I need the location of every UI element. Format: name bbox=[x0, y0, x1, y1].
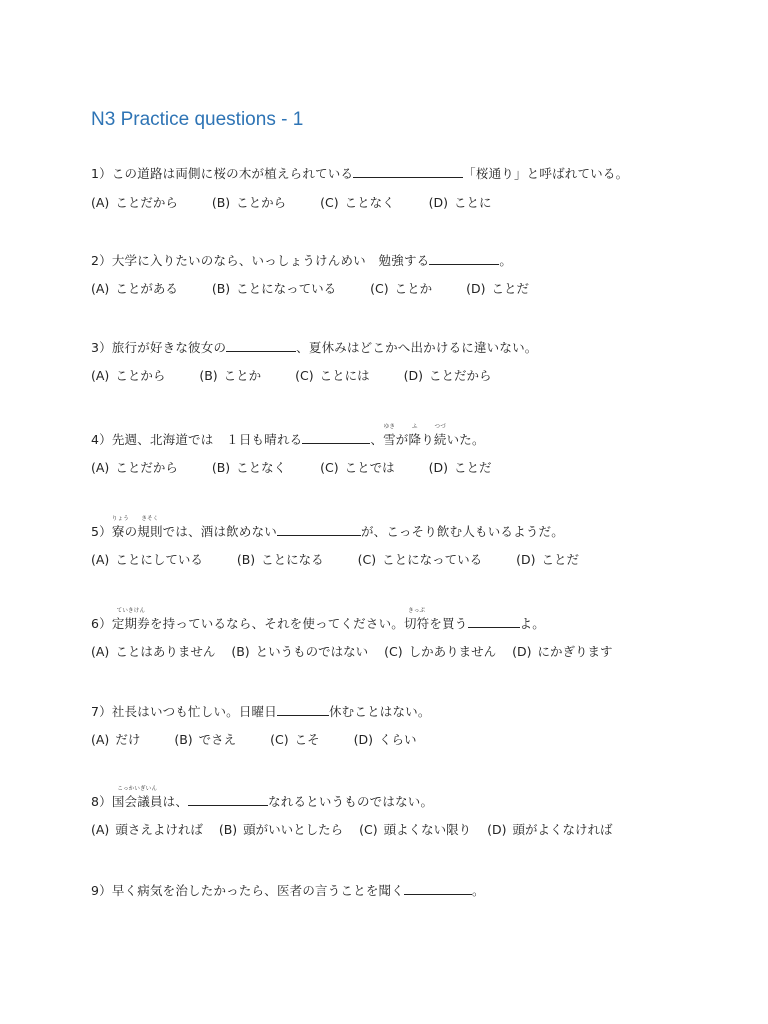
question-number: 9） bbox=[91, 883, 112, 898]
question-number: 5） bbox=[91, 524, 112, 539]
ruby-kisoku bbox=[137, 516, 163, 540]
question-stem bbox=[91, 424, 761, 448]
question-number: 2） bbox=[91, 253, 112, 268]
kanji: 降 bbox=[408, 432, 422, 447]
ruby-kokkai bbox=[111, 786, 163, 810]
kanji: 切符 bbox=[403, 616, 430, 631]
option-a: (A) ことだから bbox=[91, 195, 178, 210]
answer-options bbox=[91, 368, 761, 384]
furigana: きっぷ bbox=[408, 608, 426, 614]
question-3 bbox=[91, 339, 761, 384]
stem-text: を買う bbox=[429, 616, 468, 631]
ruby-teikiken bbox=[111, 608, 150, 632]
ruby-ryou bbox=[111, 516, 129, 540]
question-8 bbox=[91, 786, 761, 838]
option-d: (D) くらい bbox=[353, 732, 417, 747]
option-b: (B) ことか bbox=[199, 368, 262, 383]
stem-text: 。 bbox=[471, 883, 485, 898]
option-b: (B) ことなく bbox=[211, 460, 287, 475]
answer-blank bbox=[277, 703, 329, 716]
question-stem bbox=[91, 608, 761, 632]
question-7 bbox=[91, 703, 761, 748]
stem-text: 旅行が好きな彼女の bbox=[111, 340, 227, 355]
kanji: 雪 bbox=[383, 432, 396, 447]
stem-text: を持っているなら、それを使ってください。 bbox=[149, 616, 404, 631]
option-a: (A) 頭さえよければ bbox=[91, 822, 203, 837]
answer-blank bbox=[277, 523, 361, 536]
stem-text: 先週、北海道では １日も晴れる bbox=[111, 432, 303, 447]
stem-text: この道路は両側に桜の木が植えられている bbox=[111, 166, 354, 181]
question-4 bbox=[91, 424, 761, 476]
ruby-kippu bbox=[403, 608, 430, 632]
answer-options bbox=[91, 460, 761, 476]
answer-blank bbox=[353, 165, 463, 178]
question-stem bbox=[91, 252, 761, 269]
stem-text: 。 bbox=[499, 253, 513, 268]
kanji: 規則 bbox=[137, 524, 163, 539]
stem-text: では、酒は飲めない bbox=[162, 524, 277, 539]
option-b: (B) でさえ bbox=[174, 732, 237, 747]
question-number: 1） bbox=[91, 166, 112, 181]
furigana: つづ bbox=[434, 424, 446, 430]
question-number: 6） bbox=[91, 616, 112, 631]
stem-text: が bbox=[395, 432, 409, 447]
option-c: (C) しかありません bbox=[384, 644, 497, 659]
stem-text: 社長はいつも忙しい。日曜日 bbox=[111, 704, 277, 719]
kanji: 寮 bbox=[111, 524, 125, 539]
question-number: 8） bbox=[91, 794, 112, 809]
question-number: 4） bbox=[91, 432, 112, 447]
stem-text: 早く病気を治したかったら、医者の言うことを聞く bbox=[111, 883, 404, 898]
option-b: (B) ことから bbox=[211, 195, 287, 210]
stem-text: 「桜通り」と呼ばれている。 bbox=[463, 166, 629, 181]
stem-text: が、こっそり飲む人もいるようだ。 bbox=[360, 524, 564, 539]
furigana: ふ bbox=[411, 424, 418, 430]
stem-text: 、 bbox=[370, 432, 384, 447]
answer-options bbox=[91, 822, 761, 838]
kanji: 続 bbox=[433, 432, 447, 447]
answer-blank bbox=[302, 431, 370, 444]
option-c: (C) こそ bbox=[270, 732, 320, 747]
option-c: (C) ことには bbox=[295, 368, 370, 383]
option-a: (A) だけ bbox=[91, 732, 141, 747]
stem-text: は、 bbox=[162, 794, 189, 809]
option-d: (D) にかぎります bbox=[512, 644, 613, 659]
stem-text: よ。 bbox=[519, 616, 545, 631]
answer-options bbox=[91, 195, 761, 211]
answer-options bbox=[91, 281, 761, 297]
stem-text: の bbox=[124, 524, 138, 539]
stem-text: 休むことはない。 bbox=[328, 704, 431, 719]
kanji: 定期券 bbox=[111, 616, 150, 631]
question-1 bbox=[91, 165, 761, 211]
question-stem bbox=[91, 516, 761, 540]
option-b: (B) 頭がいいとしたら bbox=[218, 822, 344, 837]
option-d: (D) ことだ bbox=[466, 281, 530, 296]
answer-blank bbox=[188, 793, 268, 806]
option-d: (D) ことだ bbox=[428, 460, 492, 475]
answer-blank bbox=[468, 615, 520, 628]
question-stem bbox=[91, 882, 761, 899]
question-5 bbox=[91, 516, 761, 568]
ruby-furi bbox=[408, 424, 422, 448]
stem-text: なれるというものではない。 bbox=[268, 794, 434, 809]
question-9 bbox=[91, 882, 761, 899]
answer-blank bbox=[404, 882, 472, 895]
option-d: (D) ことだから bbox=[403, 368, 492, 383]
stem-text: 大学に入りたいのなら、いっしょうけんめい 勉強する bbox=[111, 253, 430, 268]
kanji: 国会議員 bbox=[111, 794, 163, 809]
option-a: (A) ことにしている bbox=[91, 552, 203, 567]
question-2 bbox=[91, 252, 761, 297]
option-c: (C) ことになっている bbox=[357, 552, 483, 567]
stem-text: 、夏休みはどこかへ出かけるに違いない。 bbox=[296, 340, 538, 355]
page-title: N3 Practice questions - 1 bbox=[91, 109, 304, 130]
option-c: (C) ことでは bbox=[320, 460, 395, 475]
option-c: (C) ことなく bbox=[320, 195, 395, 210]
question-stem bbox=[91, 786, 761, 810]
option-b: (B) というものではない bbox=[231, 644, 369, 659]
answer-blank bbox=[429, 252, 499, 265]
option-c: (C) 頭よくない限り bbox=[359, 822, 472, 837]
furigana: りょう bbox=[111, 516, 129, 522]
option-a: (A) ことだから bbox=[91, 460, 178, 475]
question-6 bbox=[91, 608, 761, 660]
option-d: (D) ことに bbox=[428, 195, 492, 210]
stem-text: いた。 bbox=[446, 432, 485, 447]
ruby-yuki bbox=[383, 424, 396, 448]
option-d: (D) ことだ bbox=[516, 552, 580, 567]
answer-options bbox=[91, 732, 761, 748]
answer-blank bbox=[226, 339, 296, 352]
furigana: こっかいぎいん bbox=[117, 786, 158, 792]
question-stem bbox=[91, 165, 761, 182]
option-b: (B) ことになる bbox=[236, 552, 324, 567]
option-a: (A) ことから bbox=[91, 368, 166, 383]
furigana: きそく bbox=[141, 516, 159, 522]
stem-text: り bbox=[421, 432, 434, 447]
option-d: (D) 頭がよくなければ bbox=[487, 822, 613, 837]
furigana: ゆき bbox=[383, 424, 396, 430]
ruby-tsudzu bbox=[433, 424, 447, 448]
question-stem bbox=[91, 703, 761, 720]
option-a: (A) ことがある bbox=[91, 281, 178, 296]
answer-options bbox=[91, 552, 761, 568]
option-a: (A) ことはありません bbox=[91, 644, 216, 659]
question-number: 3） bbox=[91, 340, 112, 355]
question-number: 7） bbox=[91, 704, 112, 719]
question-stem bbox=[91, 339, 761, 356]
option-c: (C) ことか bbox=[370, 281, 433, 296]
answer-options bbox=[91, 644, 761, 660]
option-b: (B) ことになっている bbox=[211, 281, 337, 296]
furigana: ていきけん bbox=[116, 608, 146, 614]
